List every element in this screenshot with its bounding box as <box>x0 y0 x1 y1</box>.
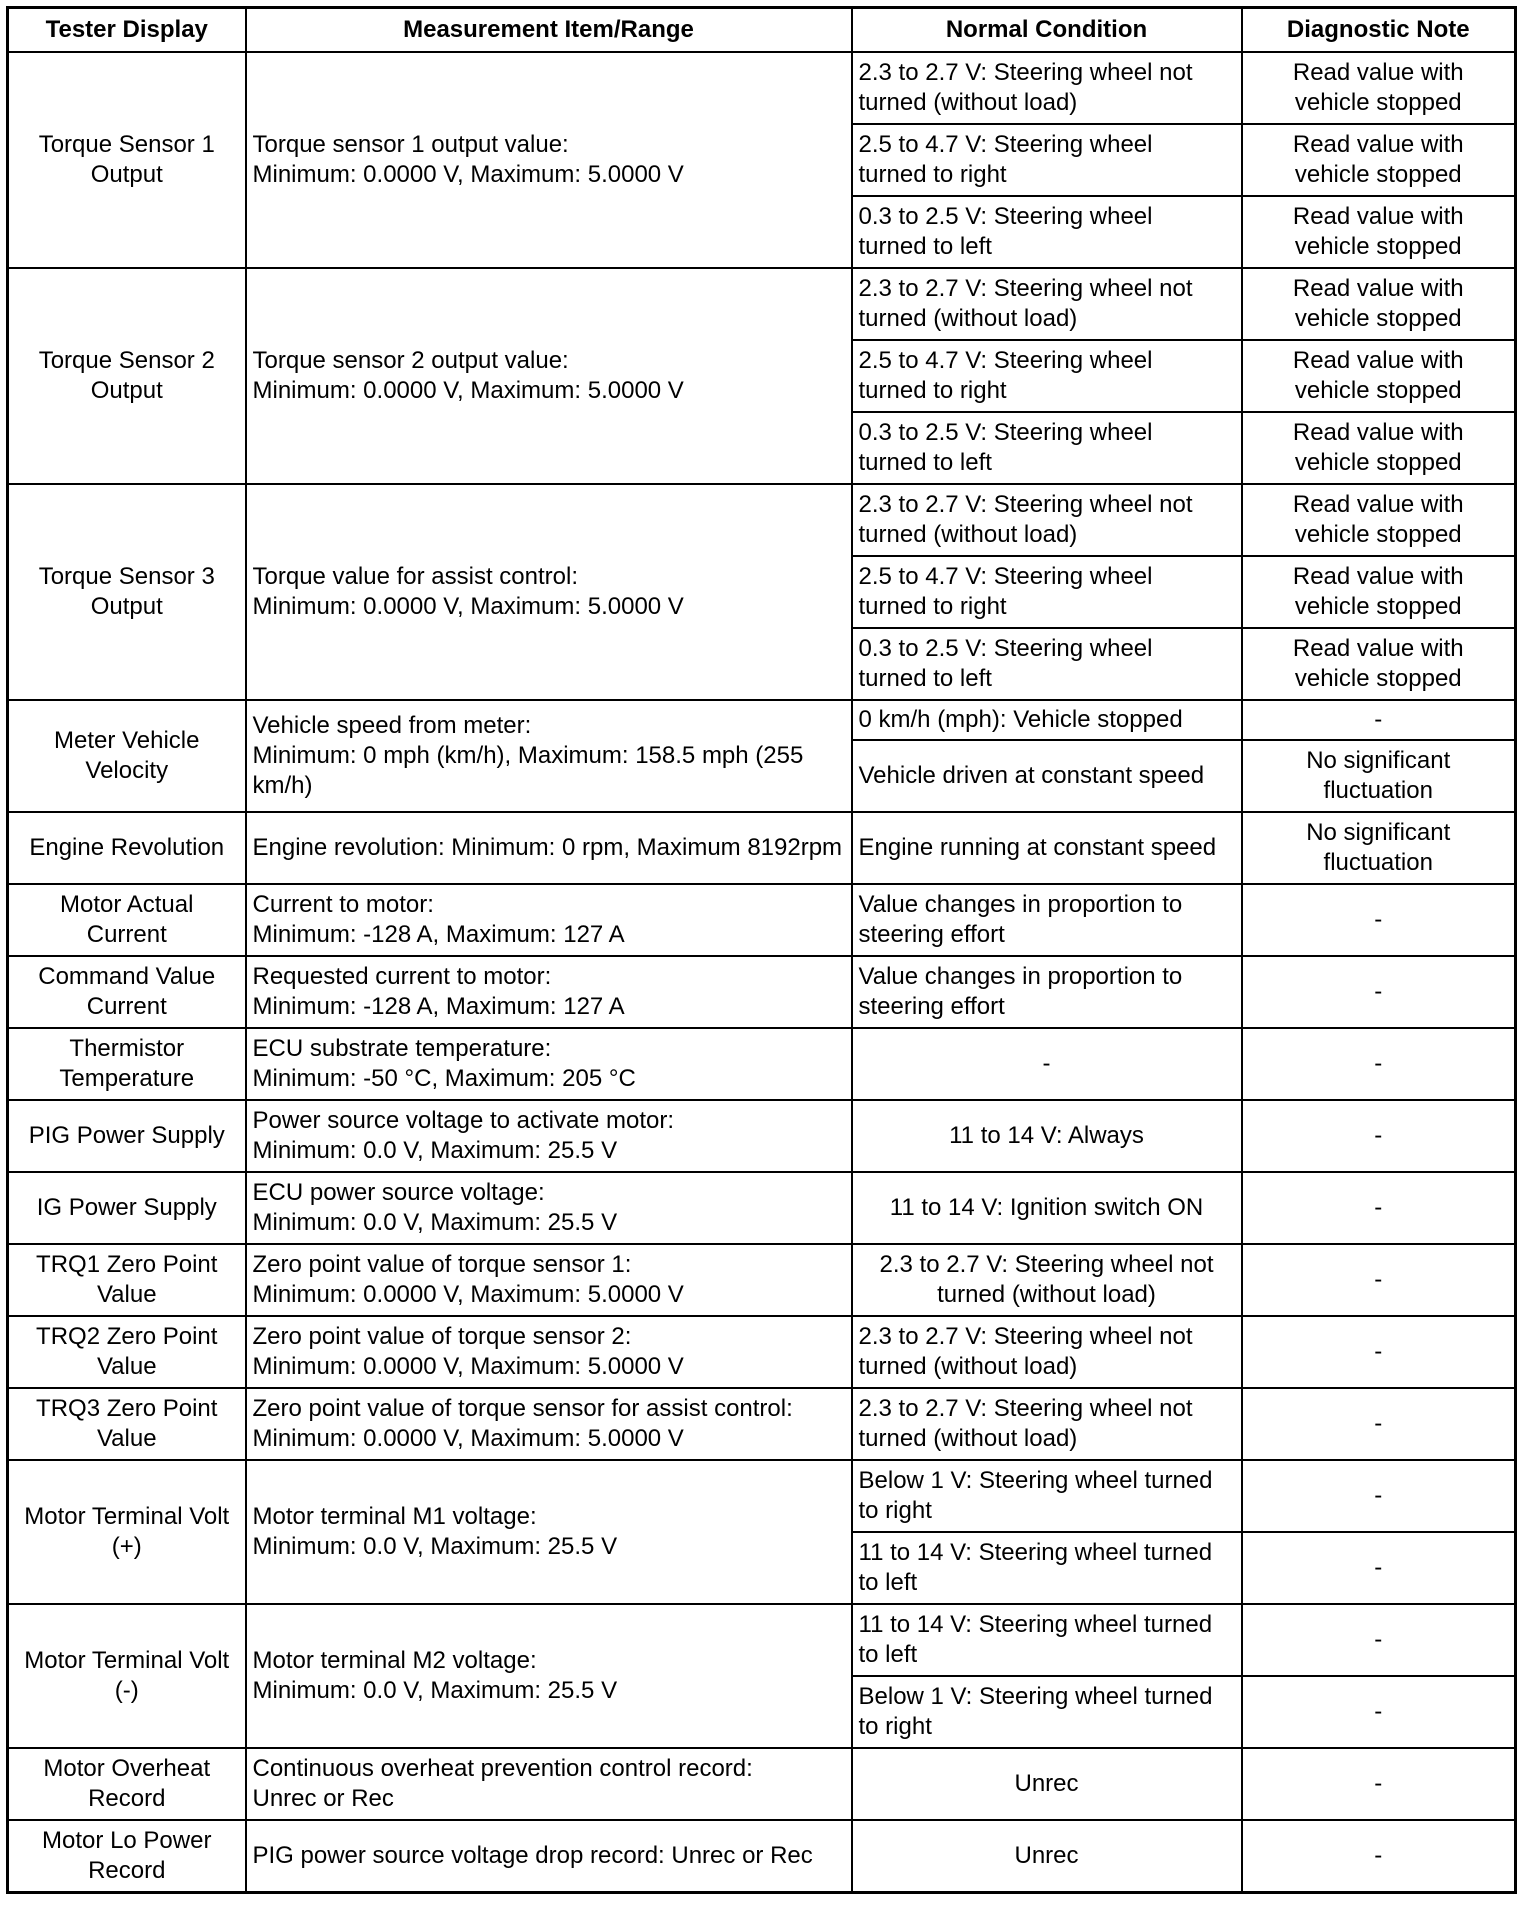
cell-line: Minimum: 0.0000 V, Maximum: 5.0000 V <box>252 377 684 404</box>
measurement-range-cell <box>246 1316 852 1388</box>
diagnostic-note-cell <box>1242 1028 1516 1100</box>
cell-line: Engine Revolution <box>29 834 225 861</box>
cell-line: Minimum: 0.0000 V, Maximum: 5.0000 V <box>252 1425 684 1452</box>
cell-line: Value <box>96 1281 157 1308</box>
diagnostic-note-cell <box>1242 52 1516 124</box>
diagnostic-note-cell <box>1242 340 1516 412</box>
normal-condition-cell <box>852 1244 1242 1316</box>
header-tester-display: Tester Display <box>8 8 246 53</box>
cell-line: Zero point value of torque sensor 2: <box>252 1323 632 1350</box>
header-normal-condition: Normal Condition <box>852 8 1242 53</box>
cell-line: Minimum: 0.0 V, Maximum: 25.5 V <box>252 1137 618 1164</box>
cell-line: turned to right <box>858 593 1007 620</box>
cell-line: Minimum: 0.0 V, Maximum: 25.5 V <box>252 1209 618 1236</box>
measurement-range-cell <box>246 884 852 956</box>
cell-line: No significant <box>1306 819 1451 846</box>
cell-line: turned to left <box>858 233 992 260</box>
cell-line: Unrec <box>1014 1841 1079 1869</box>
normal-condition-cell <box>852 412 1242 484</box>
normal-condition-cell <box>852 124 1242 196</box>
cell-line: turned to right <box>858 161 1007 188</box>
cell-line: Minimum: 0.0000 V, Maximum: 5.0000 V <box>252 161 684 188</box>
tester-display-cell <box>8 1748 246 1820</box>
cell-line: 2.5 to 4.7 V: Steering wheel <box>858 563 1153 590</box>
cell-line: Unrec or Rec <box>252 1785 394 1812</box>
tester-display-cell <box>8 1820 246 1892</box>
cell-line: Motor Terminal Volt <box>24 1503 230 1530</box>
cell-line: Value changes in proportion to <box>858 891 1183 918</box>
cell-line: - <box>1374 1050 1383 1077</box>
cell-line: Motor Actual <box>60 891 194 918</box>
normal-condition-cell <box>852 740 1242 812</box>
cell-line: vehicle stopped <box>1294 449 1462 476</box>
cell-line: Minimum: 0.0000 V, Maximum: 5.0000 V <box>252 1281 684 1308</box>
cell-line: 0 km/h (mph): Vehicle stopped <box>858 706 1183 733</box>
diagnostic-note-cell <box>1242 1172 1516 1244</box>
cell-line: fluctuation <box>1323 849 1433 876</box>
cell-line: Minimum: -50 °C, Maximum: 205 °C <box>252 1065 636 1092</box>
cell-line: Vehicle speed from meter: <box>252 712 532 739</box>
tester-display-cell <box>8 1244 246 1316</box>
header-diagnostic-note: Diagnostic Note <box>1242 8 1516 53</box>
cell-line: Torque Sensor 3 <box>38 563 215 590</box>
cell-line: 2.3 to 2.7 V: Steering wheel not <box>858 59 1193 86</box>
normal-condition-cell <box>852 812 1242 884</box>
diagnostic-note-cell <box>1242 1388 1516 1460</box>
tester-display-cell <box>8 1460 246 1604</box>
measurement-range-cell <box>246 1604 852 1748</box>
cell-line: Output <box>90 377 163 404</box>
table-row <box>8 1244 1516 1316</box>
cell-line: 2.3 to 2.7 V: Steering wheel not <box>858 1395 1193 1422</box>
cell-line: 2.3 to 2.7 V: Steering wheel not <box>879 1251 1214 1278</box>
cell-line: Requested current to motor: <box>252 963 552 990</box>
cell-line: Minimum: -128 A, Maximum: 127 A <box>252 993 625 1020</box>
tester-display-cell <box>8 268 246 484</box>
measurement-range-cell <box>246 1100 852 1172</box>
cell-line: Value changes in proportion to <box>858 963 1183 990</box>
diagnostic-note-cell <box>1242 628 1516 700</box>
cell-line: Read value with <box>1292 419 1464 446</box>
diagnostic-note-cell <box>1242 1100 1516 1172</box>
cell-line: Unrec <box>1014 1770 1079 1797</box>
cell-line: Meter Vehicle <box>54 727 200 754</box>
cell-line: - <box>1374 1626 1383 1653</box>
normal-condition-cell <box>852 556 1242 628</box>
cell-line: turned (without load) <box>937 1281 1156 1308</box>
cell-line: turned (without load) <box>858 89 1078 116</box>
cell-line: Value <box>96 1425 157 1452</box>
diagnostic-table-container <box>6 6 1517 1894</box>
cell-line: - <box>1374 978 1383 1005</box>
cell-line: ECU substrate temperature: <box>252 1035 552 1062</box>
tester-display-cell <box>8 956 246 1028</box>
tester-display-cell <box>8 700 246 812</box>
cell-line: Minimum: 0.0 V, Maximum: 25.5 V <box>252 1677 618 1704</box>
cell-line: (-) <box>114 1677 139 1704</box>
cell-line: TRQ3 Zero Point <box>36 1395 218 1422</box>
cell-line: vehicle stopped <box>1294 521 1462 548</box>
table-row <box>8 484 1516 556</box>
table-row <box>8 1028 1516 1100</box>
cell-line: Engine revolution: Minimum: 0 rpm, Maximum 8192rpm <box>252 834 843 861</box>
tester-display-cell <box>8 1604 246 1748</box>
cell-line: Minimum: 0.0 V, Maximum: 25.5 V <box>252 1533 618 1560</box>
measurement-range-cell <box>246 1244 852 1316</box>
diagnostic-note-cell <box>1242 956 1516 1028</box>
cell-line: Minimum: 0 mph (km/h), Maximum: 158.5 mph (255 km/h) <box>252 742 804 799</box>
normal-condition-cell <box>852 340 1242 412</box>
table-row <box>8 1388 1516 1460</box>
cell-line: Motor terminal M2 voltage: <box>252 1647 537 1674</box>
tester-display-cell <box>8 52 246 268</box>
diagnostic-note-cell <box>1242 124 1516 196</box>
cell-line: - <box>1374 1410 1383 1437</box>
cell-line: Velocity <box>85 757 169 784</box>
measurement-range-cell <box>246 956 852 1028</box>
diagnostic-note-cell <box>1242 812 1516 884</box>
diagnostic-note-cell <box>1242 884 1516 956</box>
data-list-table <box>6 6 1517 1894</box>
cell-line: - <box>1042 1050 1051 1077</box>
cell-line: vehicle stopped <box>1294 305 1462 332</box>
normal-condition-cell <box>852 1820 1242 1892</box>
cell-line: Read value with <box>1292 491 1464 518</box>
cell-line: (+) <box>111 1533 142 1560</box>
normal-condition-cell <box>852 52 1242 124</box>
measurement-range-cell <box>246 1460 852 1604</box>
cell-line: fluctuation <box>1323 777 1433 804</box>
diagnostic-note-cell <box>1242 1604 1516 1676</box>
cell-line: to right <box>858 1497 932 1524</box>
cell-line: - <box>1374 1482 1383 1509</box>
cell-line: vehicle stopped <box>1294 593 1462 620</box>
cell-line: Motor Overheat <box>43 1755 211 1782</box>
tester-display-cell <box>8 1028 246 1100</box>
table-row <box>8 812 1516 884</box>
table-row <box>8 1820 1516 1892</box>
measurement-range-cell <box>246 812 852 884</box>
table-row <box>8 52 1516 124</box>
cell-line: Read value with <box>1292 347 1464 374</box>
cell-line: Below 1 V: Steering wheel turned <box>858 1467 1213 1494</box>
cell-line: turned to right <box>858 377 1007 404</box>
tester-display-cell <box>8 484 246 700</box>
cell-line: 2.5 to 4.7 V: Steering wheel <box>858 347 1153 374</box>
normal-condition-cell <box>852 1028 1242 1100</box>
normal-condition-cell <box>852 1172 1242 1244</box>
cell-line: Command Value <box>38 963 216 990</box>
cell-line: Read value with <box>1292 131 1464 158</box>
normal-condition-cell <box>852 1460 1242 1532</box>
cell-line: Torque sensor 1 output value: <box>252 131 569 158</box>
cell-line: Zero point value of torque sensor 1: <box>252 1251 632 1278</box>
cell-line: 2.5 to 4.7 V: Steering wheel <box>858 131 1153 158</box>
cell-line: Motor Lo Power <box>42 1826 212 1854</box>
cell-line: turned to left <box>858 665 992 692</box>
tester-display-cell <box>8 1172 246 1244</box>
tester-display-cell <box>8 1100 246 1172</box>
diagnostic-note-cell <box>1242 484 1516 556</box>
cell-line: Value <box>96 1353 157 1380</box>
diagnostic-note-cell <box>1242 1460 1516 1532</box>
measurement-range-cell <box>246 1172 852 1244</box>
normal-condition-cell <box>852 628 1242 700</box>
measurement-range-cell <box>246 484 852 700</box>
diagnostic-note-cell <box>1242 1316 1516 1388</box>
cell-line: vehicle stopped <box>1294 161 1462 188</box>
cell-line: - <box>1374 1841 1383 1869</box>
cell-line: Minimum: -128 A, Maximum: 127 A <box>252 921 625 948</box>
cell-line: vehicle stopped <box>1294 89 1462 116</box>
normal-condition-cell <box>852 484 1242 556</box>
cell-line: Read value with <box>1292 59 1464 86</box>
tester-display-cell <box>8 1316 246 1388</box>
cell-line: 11 to 14 V: Ignition switch ON <box>889 1194 1204 1221</box>
cell-line: Read value with <box>1292 635 1464 662</box>
measurement-range-cell <box>246 1748 852 1820</box>
cell-line: Temperature <box>59 1065 195 1092</box>
cell-line: - <box>1374 706 1383 733</box>
cell-line: vehicle stopped <box>1294 233 1462 260</box>
normal-condition-cell <box>852 884 1242 956</box>
cell-line: 0.3 to 2.5 V: Steering wheel <box>858 635 1153 662</box>
cell-line: 0.3 to 2.5 V: Steering wheel <box>858 419 1153 446</box>
cell-line: IG Power Supply <box>36 1194 217 1221</box>
cell-line: Current to motor: <box>252 891 434 918</box>
measurement-range-cell <box>246 1028 852 1100</box>
cell-line: turned to left <box>858 449 992 476</box>
cell-line: Minimum: 0.0000 V, Maximum: 5.0000 V <box>252 593 684 620</box>
cell-line: PIG Power Supply <box>28 1122 225 1149</box>
diagnostic-note-cell <box>1242 700 1516 740</box>
measurement-range-cell <box>246 1388 852 1460</box>
cell-line: - <box>1374 1770 1383 1797</box>
cell-line: vehicle stopped <box>1294 665 1462 692</box>
cell-line: to left <box>858 1569 918 1596</box>
table-row <box>8 1460 1516 1532</box>
tester-display-cell <box>8 884 246 956</box>
cell-line: Torque Sensor 2 <box>38 347 215 374</box>
normal-condition-cell <box>852 1316 1242 1388</box>
cell-line: Output <box>90 161 163 188</box>
cell-line: 2.3 to 2.7 V: Steering wheel not <box>858 1323 1193 1350</box>
diagnostic-note-cell <box>1242 1820 1516 1892</box>
cell-line: - <box>1374 1194 1383 1221</box>
table-row <box>8 956 1516 1028</box>
table-row <box>8 268 1516 340</box>
header-measurement-item: Measurement Item/Range <box>246 8 852 53</box>
diagnostic-note-cell <box>1242 740 1516 812</box>
cell-line: 11 to 14 V: Steering wheel turned <box>858 1539 1213 1566</box>
cell-line: No significant <box>1306 747 1451 774</box>
cell-line: - <box>1374 906 1383 933</box>
diagnostic-note-cell <box>1242 1676 1516 1748</box>
diagnostic-note-cell <box>1242 1244 1516 1316</box>
table-row <box>8 700 1516 740</box>
table-row <box>8 1748 1516 1820</box>
cell-line: Below 1 V: Steering wheel turned <box>858 1683 1213 1710</box>
table-row <box>8 1316 1516 1388</box>
cell-line: to right <box>858 1713 932 1740</box>
cell-line: - <box>1374 1266 1383 1293</box>
table-body <box>8 52 1516 1892</box>
cell-line: Read value with <box>1292 275 1464 302</box>
cell-line: vehicle stopped <box>1294 377 1462 404</box>
cell-line: Minimum: 0.0000 V, Maximum: 5.0000 V <box>252 1353 684 1380</box>
cell-line: - <box>1374 1338 1383 1365</box>
measurement-range-cell <box>246 700 852 812</box>
cell-line: Motor terminal M1 voltage: <box>252 1503 537 1530</box>
cell-line: turned (without load) <box>858 305 1078 332</box>
cell-line: TRQ2 Zero Point <box>36 1323 218 1350</box>
cell-line: - <box>1374 1122 1383 1149</box>
measurement-range-cell <box>246 52 852 268</box>
normal-condition-cell <box>852 1676 1242 1748</box>
table-row <box>8 1604 1516 1676</box>
normal-condition-cell <box>852 1748 1242 1820</box>
cell-line: Current <box>86 921 167 948</box>
diagnostic-note-cell <box>1242 1748 1516 1820</box>
table-row <box>8 1100 1516 1172</box>
cell-line: Record <box>88 1856 166 1884</box>
cell-line: Record <box>88 1785 166 1812</box>
cell-line: TRQ1 Zero Point <box>36 1251 218 1278</box>
normal-condition-cell <box>852 1388 1242 1460</box>
diagnostic-note-cell <box>1242 412 1516 484</box>
cell-line: turned (without load) <box>858 1353 1078 1380</box>
cell-line: Torque sensor 2 output value: <box>252 347 569 374</box>
normal-condition-cell <box>852 1604 1242 1676</box>
cell-line: steering effort <box>858 993 1005 1020</box>
normal-condition-cell <box>852 196 1242 268</box>
diagnostic-note-cell <box>1242 1532 1516 1604</box>
diagnostic-note-cell <box>1242 196 1516 268</box>
table-header-row <box>8 8 1516 53</box>
diagnostic-note-cell <box>1242 556 1516 628</box>
normal-condition-cell <box>852 700 1242 740</box>
cell-line: Vehicle driven at constant speed <box>858 762 1205 789</box>
table-row <box>8 884 1516 956</box>
measurement-range-cell <box>246 1820 852 1892</box>
cell-line: - <box>1374 1554 1383 1581</box>
cell-line: 11 to 14 V: Always <box>949 1122 1144 1149</box>
cell-line: Power source voltage to activate motor: <box>252 1107 675 1134</box>
cell-line: 2.3 to 2.7 V: Steering wheel not <box>858 275 1193 302</box>
normal-condition-cell <box>852 956 1242 1028</box>
cell-line: Continuous overheat prevention control record: <box>252 1755 753 1782</box>
tester-display-cell <box>8 1388 246 1460</box>
diagnostic-note-cell <box>1242 268 1516 340</box>
cell-line: Read value with <box>1292 563 1464 590</box>
cell-line: Thermistor <box>69 1035 185 1062</box>
cell-line: Output <box>90 593 163 620</box>
normal-condition-cell <box>852 1100 1242 1172</box>
measurement-range-cell <box>246 268 852 484</box>
cell-line: Current <box>86 993 167 1020</box>
cell-line: steering effort <box>858 921 1005 948</box>
cell-line: ECU power source voltage: <box>252 1179 545 1206</box>
cell-line: - <box>1374 1698 1383 1725</box>
cell-line: Torque Sensor 1 <box>38 131 215 158</box>
cell-line: Motor Terminal Volt <box>24 1647 230 1674</box>
cell-line: Zero point value of torque sensor for assist control: <box>252 1395 793 1422</box>
cell-line: to left <box>858 1641 918 1668</box>
cell-line: turned (without load) <box>858 1425 1078 1452</box>
cell-line: 11 to 14 V: Steering wheel turned <box>858 1611 1213 1638</box>
cell-line: 2.3 to 2.7 V: Steering wheel not <box>858 491 1193 518</box>
cell-line: PIG power source voltage drop record: Unrec or Rec <box>252 1841 813 1869</box>
cell-line: turned (without load) <box>858 521 1078 548</box>
cell-line: Torque value for assist control: <box>252 563 578 590</box>
cell-line: 0.3 to 2.5 V: Steering wheel <box>858 203 1153 230</box>
normal-condition-cell <box>852 268 1242 340</box>
table-row <box>8 1172 1516 1244</box>
cell-line: Read value with <box>1292 203 1464 230</box>
cell-line: Engine running at constant speed <box>858 834 1217 861</box>
normal-condition-cell <box>852 1532 1242 1604</box>
tester-display-cell <box>8 812 246 884</box>
